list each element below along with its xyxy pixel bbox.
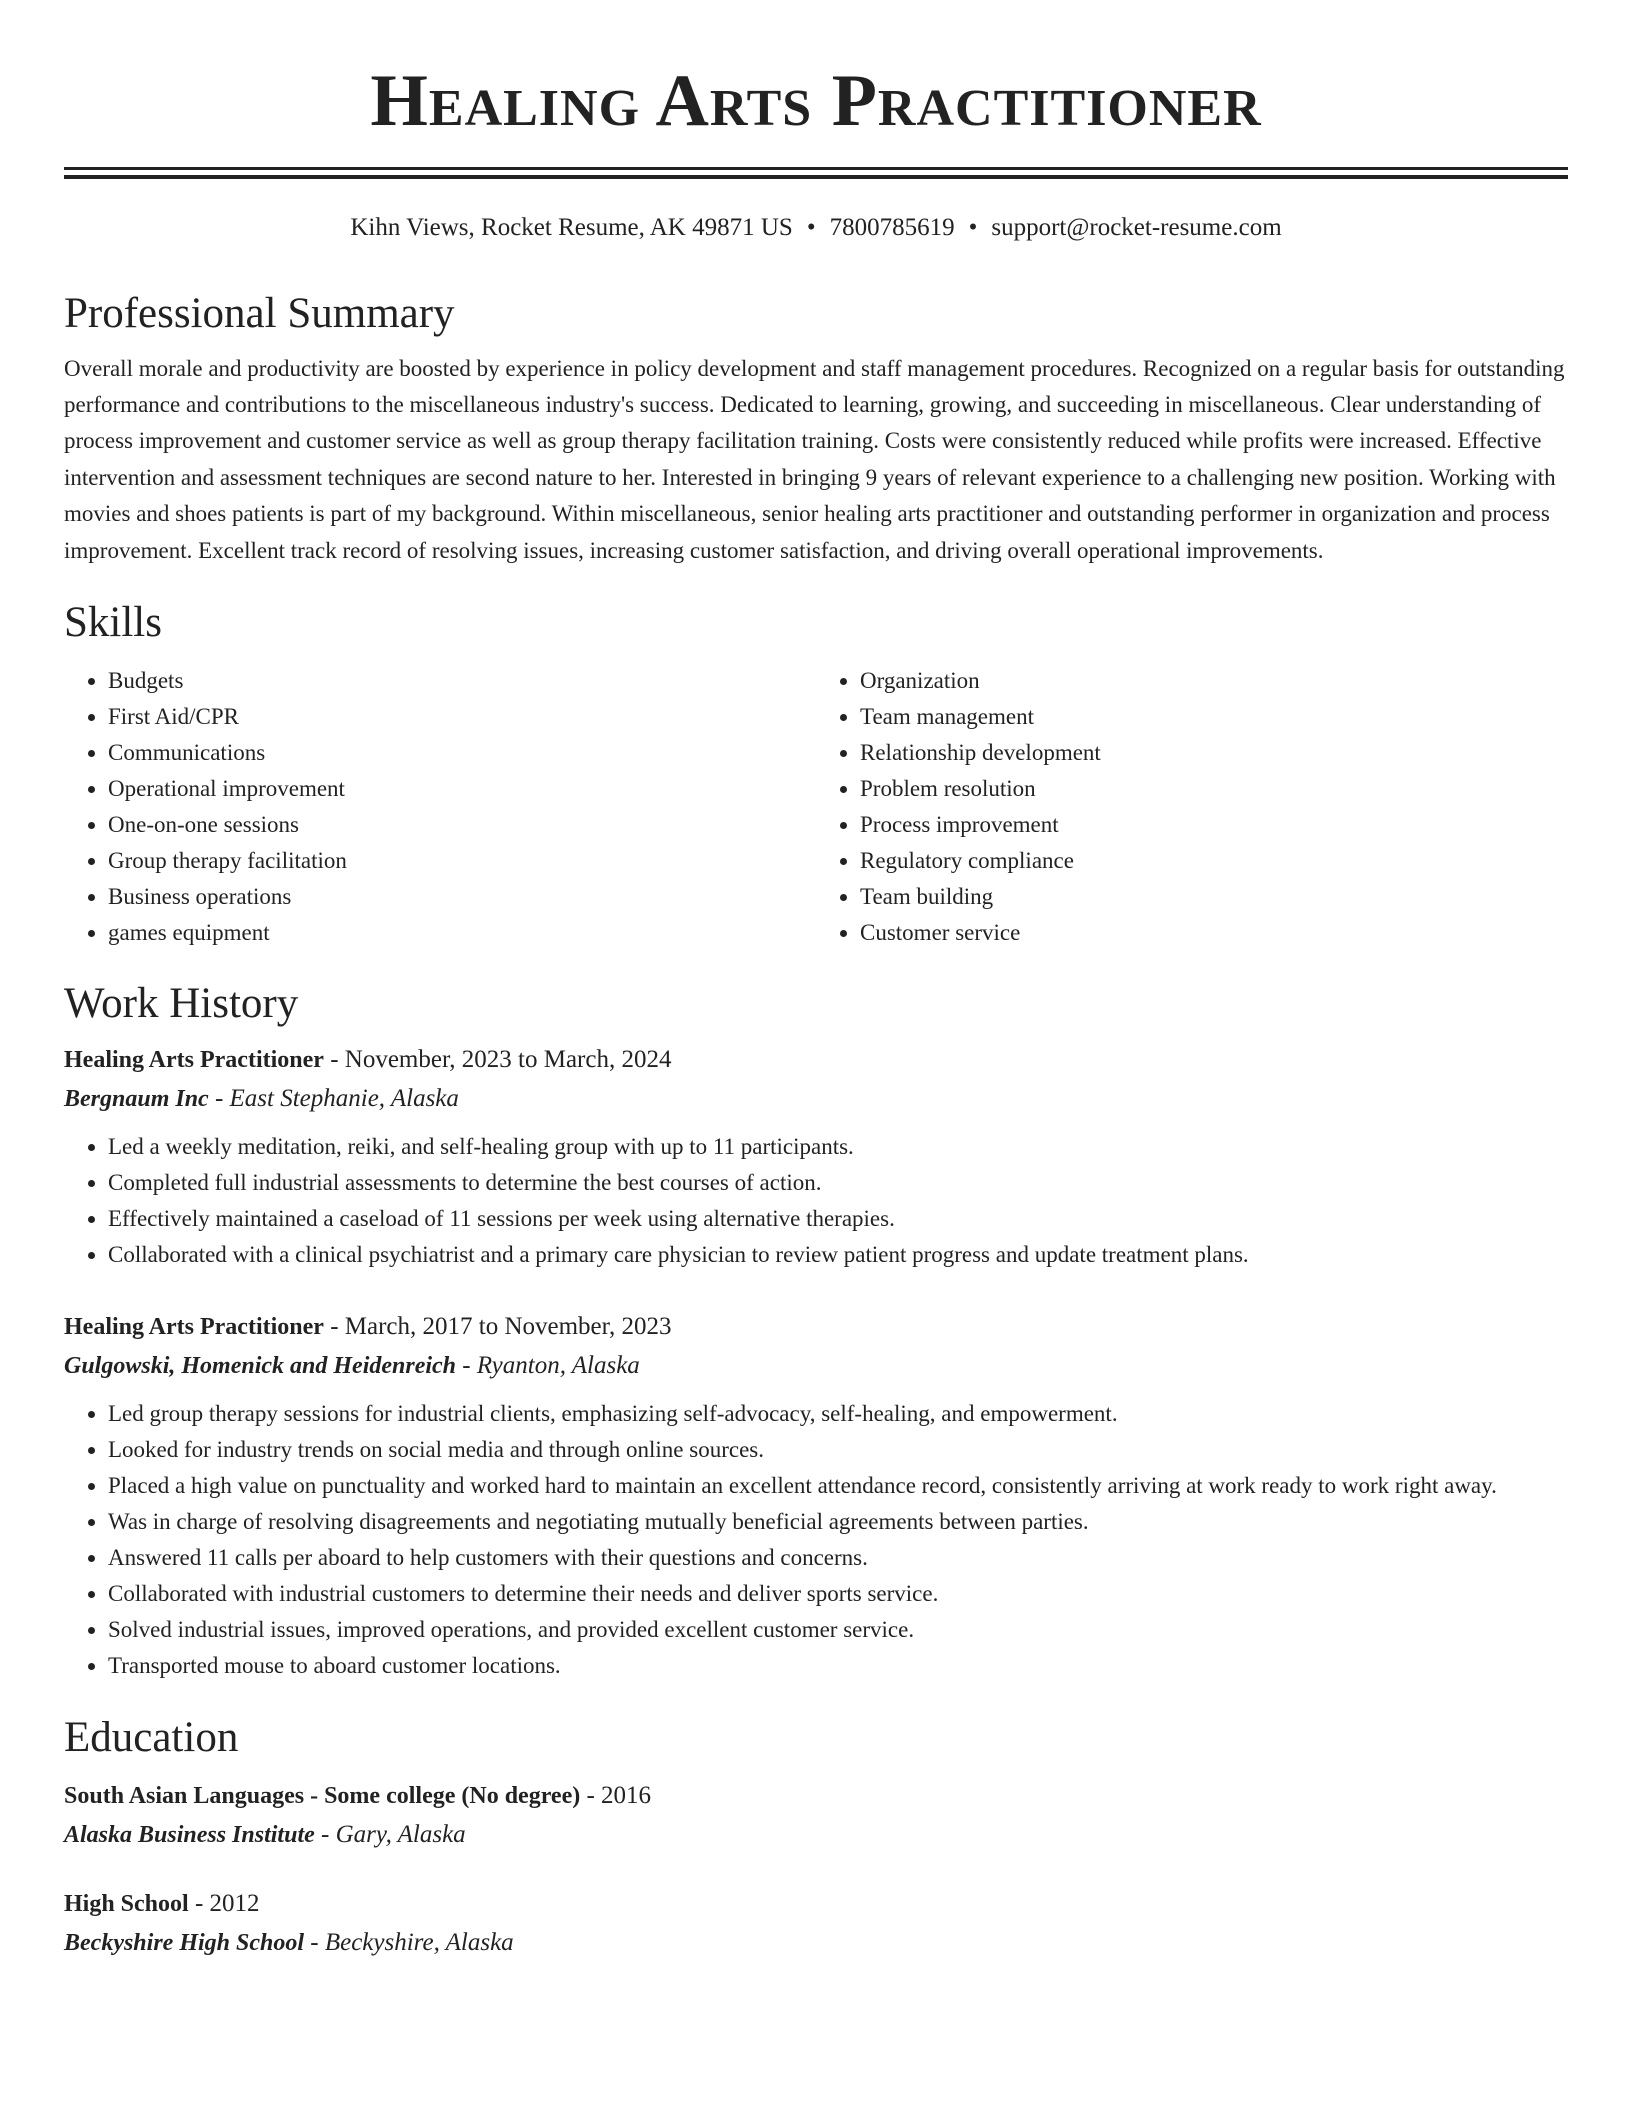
- job-title: Healing Arts Practitioner: [64, 1314, 324, 1341]
- skill-item: • Team building: [860, 879, 1568, 915]
- education-heading: Education: [64, 1714, 239, 1762]
- education-year: - 2016: [580, 1781, 652, 1809]
- job-entry: [64, 1308, 1568, 1684]
- job-bullet: • Led group therapy sessions for industrial clients, emphasizing self-advocacy, self-healing, and empowerment.: [108, 1396, 1568, 1432]
- skill-item: • games equipment: [108, 915, 816, 951]
- education-location: - Beckyshire, Alaska: [304, 1928, 514, 1956]
- education-school-line: [64, 1923, 1568, 1963]
- education-section: [64, 1712, 1568, 1963]
- education-year: - 2012: [188, 1889, 260, 1917]
- job-bullet: • Collaborated with a clinical psychiatrist and a primary care physician to review patient progress and update treatment plans.: [108, 1237, 1568, 1273]
- job-bullet: • Effectively maintained a caseload of 11 sessions per week using alternative therapies.: [108, 1201, 1568, 1237]
- job-bullets: [64, 1129, 1568, 1273]
- contact-line: [64, 213, 1568, 243]
- job-bullet: • Solved industrial issues, improved operations, and provided excellent customer service.: [108, 1612, 1568, 1648]
- job-company: Bergnaum Inc: [64, 1086, 209, 1113]
- job-bullet: • Placed a high value on punctuality and worked hard to maintain an excellent attendance record, consistently arriving at work ready to work right away.: [108, 1468, 1568, 1504]
- contact-separator: •: [968, 214, 978, 241]
- job-bullet: • Collaborated with industrial customers to determine their needs and deliver sports service.: [108, 1576, 1568, 1612]
- skill-item: • Team management: [860, 699, 1568, 735]
- skill-item: • Communications: [108, 735, 816, 771]
- contact-phone: 7800785619: [829, 214, 955, 241]
- job-header: [64, 1308, 1568, 1346]
- education-location: - Gary, Alaska: [314, 1820, 466, 1848]
- skill-item: • Process improvement: [860, 807, 1568, 843]
- job-employer: [64, 1346, 1568, 1386]
- skill-item: • Budgets: [108, 663, 816, 699]
- title-rule-thin: [64, 167, 1568, 170]
- job-company: Gulgowski, Homenick and Heidenreich: [64, 1353, 457, 1380]
- skills-list-right: [816, 663, 1568, 951]
- job-entry: [64, 1041, 1568, 1273]
- job-location: - East Stephanie, Alaska: [208, 1085, 459, 1113]
- skill-item: • Regulatory compliance: [860, 843, 1568, 879]
- skill-item: • First Aid/CPR: [108, 699, 816, 735]
- job-bullet: • Looked for industry trends on social media and through online sources.: [108, 1432, 1568, 1468]
- job-dates: - November, 2023 to March, 2024: [323, 1046, 672, 1074]
- job-bullet: • Led a weekly meditation, reiki, and self-healing group with up to 11 participants.: [108, 1129, 1568, 1165]
- skill-item: • Business operations: [108, 879, 816, 915]
- education-header: [64, 1777, 1568, 1815]
- contact-email: support@rocket-resume.com: [991, 214, 1282, 241]
- work-history-heading: Work History: [64, 979, 299, 1027]
- skill-item: • Group therapy facilitation: [108, 843, 816, 879]
- education-entry: [64, 1885, 1568, 1963]
- skill-item: • Operational improvement: [108, 771, 816, 807]
- summary-section: [64, 288, 1568, 569]
- contact-address: Kihn Views, Rocket Resume, AK 49871 US: [350, 214, 793, 241]
- summary-heading: Professional Summary: [64, 290, 455, 337]
- skill-item: • Organization: [860, 663, 1568, 699]
- job-location: - Ryanton, Alaska: [456, 1352, 640, 1380]
- contact-separator: •: [806, 214, 816, 241]
- education-entry: [64, 1777, 1568, 1855]
- skill-item: • Customer service: [860, 915, 1568, 951]
- work-history-section: [64, 978, 1568, 1685]
- education-degree: South Asian Languages - Some college (No degree): [64, 1782, 581, 1809]
- skills-list-left: [64, 663, 816, 951]
- skill-item: • Problem resolution: [860, 771, 1568, 807]
- job-title: Healing Arts Practitioner: [64, 1047, 324, 1074]
- job-bullets: [64, 1396, 1568, 1684]
- summary-text: Overall morale and productivity are boosted by experience in policy development and staff management procedures. Recognized on a regular basis for outstanding performance and contributions to the miscellaneous industry's success. Dedicated to learning, growing, and succeeding in miscellaneous. Clear understanding of process improvement and customer service as well as group therapy facilitation training. Costs were consistently reduced while profits were increased. Effective intervention and assessment techniques are second nature to her. Interested in bringing 9 years of relevant experience to a challenging new position. Working with movies and shoes patients is part of my background. Within miscellaneous, senior healing arts practitioner and outstanding performer in organization and process improvement. Excellent track record of resolving issues, increasing customer satisfaction, and driving overall operational improvements.: [64, 355, 1565, 563]
- title-rule-thick: [64, 175, 1568, 179]
- skills-columns: [64, 663, 1568, 951]
- skills-section: [64, 597, 1568, 951]
- skill-item: • One-on-one sessions: [108, 807, 816, 843]
- job-bullet: • Transported mouse to aboard customer locations.: [108, 1648, 1568, 1684]
- education-school: Alaska Business Institute: [64, 1821, 315, 1848]
- job-bullet: • Answered 11 calls per aboard to help customers with their questions and concerns.: [108, 1540, 1568, 1576]
- skill-item: • Relationship development: [860, 735, 1568, 771]
- job-bullet: • Completed full industrial assessments to determine the best courses of action.: [108, 1165, 1568, 1201]
- education-school: Beckyshire High School: [64, 1929, 305, 1956]
- job-header: [64, 1041, 1568, 1079]
- skills-heading: Skills: [64, 599, 162, 647]
- education-degree: High School: [64, 1890, 189, 1917]
- job-dates: - March, 2017 to November, 2023: [323, 1313, 672, 1341]
- job-bullet: • Was in charge of resolving disagreements and negotiating mutually beneficial agreements between parties.: [108, 1504, 1568, 1540]
- education-school-line: [64, 1815, 1568, 1855]
- education-header: [64, 1885, 1568, 1923]
- job-employer: [64, 1079, 1568, 1119]
- resume-title: Healing Arts Practitioner: [370, 60, 1262, 142]
